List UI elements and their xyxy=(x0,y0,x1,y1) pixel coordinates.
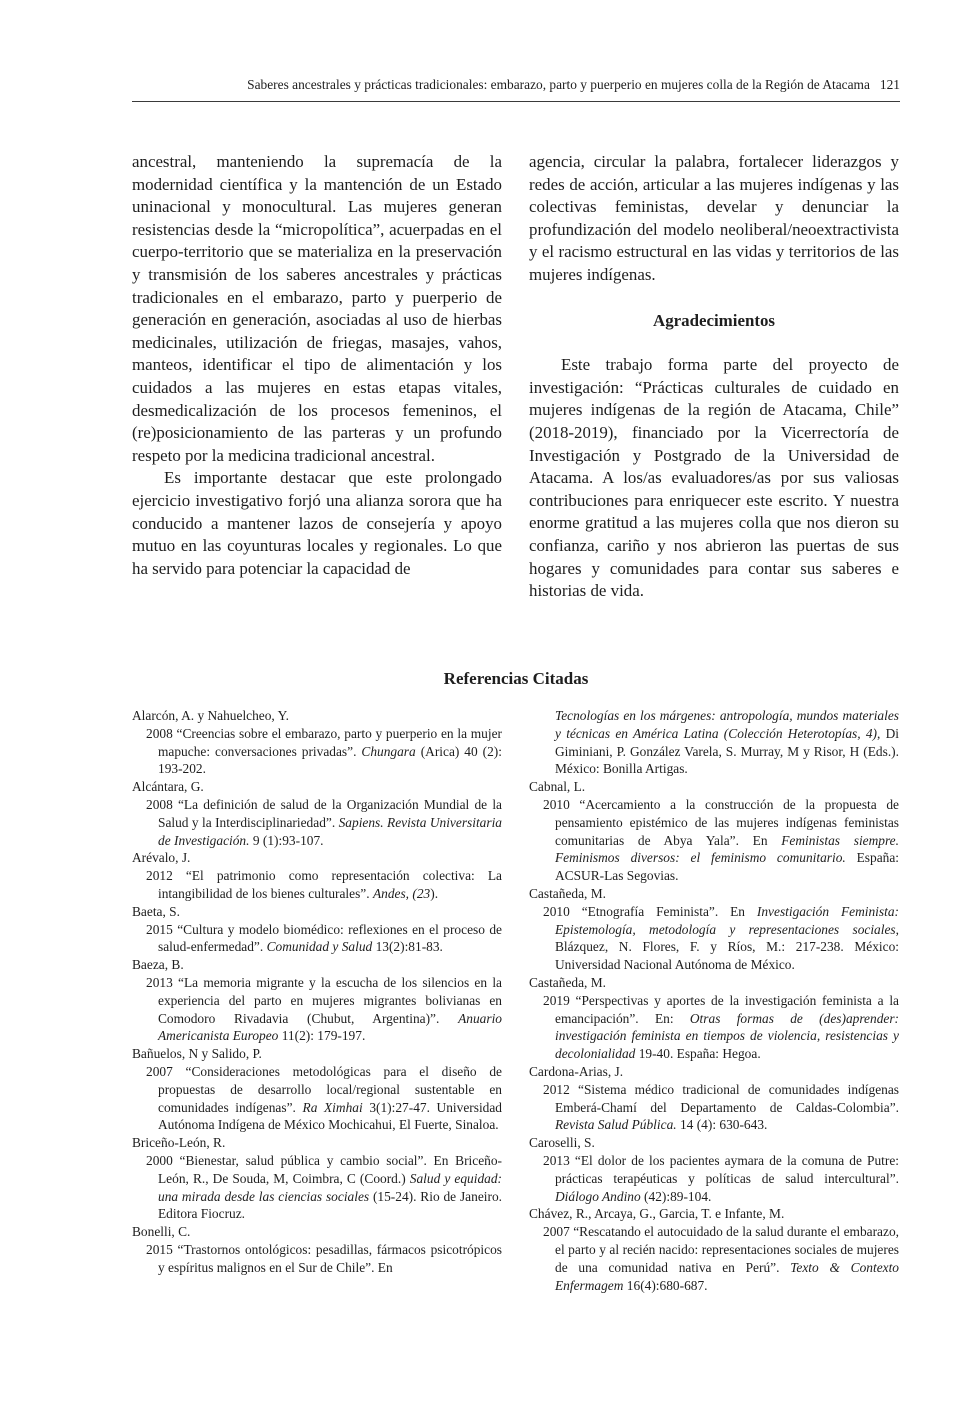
reference-source: Feministas siempre. Feminismos diversos: el feminismo comunitario. xyxy=(555,832,899,866)
reference-entry xyxy=(529,903,899,974)
reference-citation: 2010 “Acercamiento a la construcción de la propuesta de pensamiento epistémico de las mujeres indígenas feministas comunitarias de Abya Yala”. En xyxy=(543,796,899,848)
reference-author: Castañeda, M. xyxy=(529,885,606,901)
reference-author: Alarcón, A. y Nahuelcheo, Y. xyxy=(132,708,289,723)
reference-entry xyxy=(132,867,502,903)
reference-author: Chávez, R., Arcaya, G., Garcia, T. e Infante, M. xyxy=(529,1206,785,1222)
reference-details: 19-40. España: Hegoa. xyxy=(638,1046,761,1062)
reference-citation: 2008 “Creencias sobre el embarazo, parto y puerperio en la mujer mapuche: conversaciones privadas”. xyxy=(146,725,502,759)
reference-details: , Di Giminiani, P. González Varela, S. Murray, M y Risor, H (Eds.). México: Bonilla Artigas. xyxy=(555,725,899,777)
reference-entry xyxy=(529,1223,899,1294)
reference-citation: 2010 “Etnografía Feminista”. En xyxy=(543,903,745,919)
reference-details: 3(1):27-47. Universidad Autónoma Indígena de México Mochicahui, El Fuerte, Sinaloa. xyxy=(158,1099,502,1133)
reference-author: Baeza, B. xyxy=(132,957,184,973)
reference-entry xyxy=(529,992,899,1063)
reference-details: 14 (4): 630-643. xyxy=(679,1117,768,1133)
reference-entry xyxy=(132,1241,502,1277)
reference-citation: 2019 “Perspectivas y aportes de la investigación feminista a la emancipación”. En: xyxy=(543,992,899,1026)
references-column-right xyxy=(529,707,899,1294)
body-paragraph: ancestral, manteniendo la supremacía de la modernidad científica y la mantención de un Estado uninacional y monocultural. Las mujeres generan resistencias desde la “micropolítica”, acuerpadas en el cuerpo-territorio que se materializa en la preservación y transmisión de los saberes ancestrales y prácticas tradicionales en el embarazo, parto y puerperio de generación en generación, asociadas al uso de hierbas medicinales, utilización de friegas, masajes, vahos, manteos, identificar el tipo de alimentación y los cuidados a las mujeres en estas etapas vitales, desmedicalización de los procesos femeninos, el (re)posicionamiento de las parteras y un profundo respeto por la medicina tradicional ancestral. xyxy=(132,152,502,465)
page-number: 121 xyxy=(879,77,900,92)
header-title: Saberes ancestrales y prácticas tradicionales: embarazo, parto y puerperio en mujeres colla de la Región de Atacama xyxy=(247,77,870,92)
reference-source: Diálogo Andino xyxy=(555,1188,641,1204)
reference-entry xyxy=(132,725,502,778)
reference-source: Anuario Americanista Europeo xyxy=(158,1010,502,1044)
reference-source: Ra Ximhai xyxy=(302,1099,363,1115)
reference-entry xyxy=(132,796,502,849)
reference-citation: 2000 “Bienestar, salud pública y cambio social”. En Briceño-León, R., De Souda, M, Coimbra, C (Coord.) xyxy=(146,1152,502,1186)
reference-source: Salud y equidad: una mirada desde las ciencias sociales xyxy=(158,1170,502,1204)
reference-author: Baeta, S. xyxy=(132,903,180,919)
reference-author: Arévalo, J. xyxy=(132,850,191,866)
body-column-right xyxy=(529,151,899,603)
reference-citation: 2012 “El patrimonio como representación colectiva: La intangibilidad de los bienes culturales”. xyxy=(146,868,502,901)
reference-source: Chungara xyxy=(361,743,416,759)
references-heading: Referencias Citadas xyxy=(443,669,589,688)
reference-entry xyxy=(529,1152,899,1205)
reference-details: (42):89-104. xyxy=(644,1188,712,1204)
body-paragraph: agencia, circular la palabra, fortalecer liderazgos y redes de acción, articular a las mujeres indígenas y las colectivas feministas, develar y denunciar la profundización del modelo neoliberal/neoextractivista y el racismo estructural en las vidas y territorios de las mujeres indígenas. xyxy=(529,152,899,284)
reference-citation: 2007 “Consideraciones metodológicas para el diseño de propuestas de desarrollo local/regional sustentable en comunidades indígenas”. xyxy=(146,1063,502,1115)
reference-author: Briceño-León, R. xyxy=(132,1135,226,1151)
reference-details: ). xyxy=(430,885,439,901)
reference-details: 16(4):680-687. xyxy=(626,1277,708,1293)
reference-details: (15-24). Rio de Janeiro. Editora Fiocruz. xyxy=(158,1188,502,1222)
references-column-left xyxy=(132,707,502,1277)
reference-details: España: ACSUR-Las Segovias. xyxy=(555,850,899,884)
reference-entry xyxy=(132,974,502,1045)
reference-author: Cabnal, L. xyxy=(529,779,586,795)
reference-source: Andes, (23 xyxy=(372,885,431,901)
reference-entry xyxy=(132,1063,502,1134)
reference-author: Caroselli, S. xyxy=(529,1135,595,1151)
reference-details: 11(2): 179-197. xyxy=(281,1028,366,1044)
reference-source: Revista Salud Pública. xyxy=(555,1117,677,1133)
reference-author: Alcántara, G. xyxy=(132,779,204,795)
reference-author: Cardona-Arias, J. xyxy=(529,1063,624,1079)
reference-citation: 2008 “La definición de salud de la Organización Mundial de la Salud y la Interdisciplinariedad”. xyxy=(146,796,502,830)
reference-details: , Blázquez, N. Flores, F. y Ríos, M.: 217-238. México: Universidad Nacional Autónoma de México. xyxy=(555,921,899,973)
reference-citation: 2013 “La memoria migrante y la escucha de los silencios en la experiencia del parto en mujeres migrantes bolivianas en Comodoro Rivadavia (Chubut, Argentina)”. xyxy=(146,974,502,1026)
reference-author: Castañeda, M. xyxy=(529,974,606,990)
reference-entry xyxy=(529,1081,899,1134)
reference-citation: 2015 “Trastornos ontológicos: pesadillas, fármacos psicotrópicos y espíritus malignos en el Sur de Chile”. En xyxy=(146,1241,502,1275)
reference-details: 9 (1):93-107. xyxy=(252,832,324,848)
running-header xyxy=(132,76,900,94)
reference-source: Comunidad y Salud xyxy=(266,939,373,955)
header-rule xyxy=(132,101,900,102)
reference-citation: 2012 “Sistema médico tradicional de comunidades indígenas Emberá-Chamí del Departamento de Caldas-Colombia”. xyxy=(543,1081,899,1115)
reference-entry xyxy=(529,796,899,885)
reference-continuation xyxy=(529,707,899,778)
acknowledgements-text: Este trabajo forma parte del proyecto de investigación: “Prácticas culturales de cuidado en mujeres indígenas de la región de Atacama, Chile” (2018-2019), financiado por la Vicerrectoría de Investigación y Postgrado de la Universidad de Atacama. A los/as evaluadores/as por sus valiosas contribuciones para enriquecer este escrito. Y nuestra enorme gratitud a las mujeres colla que nos dieron su confianza, cariño y nos abrieron las puertas de sus hogares y comunidades para contar sus saberes e historias de vida. xyxy=(529,355,899,601)
reference-source: Otras formas de (des)aprender: investigación feminista en tiempos de violencia, resistencias y decolonialidad xyxy=(555,1010,900,1062)
reference-entry xyxy=(132,921,502,957)
reference-source: Sapiens. Revista Universitaria de Investigación. xyxy=(158,814,502,848)
reference-source: Texto & Contexto Enfermagem xyxy=(555,1259,899,1293)
reference-author: Bonelli, C. xyxy=(132,1224,191,1240)
reference-citation: 2007 “Rescatando el autocuidado de la salud durante el embarazo, el parto y al recién nacido: representaciones sociales de mujeres de una comunidad nativa en Perú”. xyxy=(543,1224,899,1275)
body-paragraph: Es importante destacar que este prolongado ejercicio investigativo forjó una alianza sorora que ha conducido a mantener lazos de consejería y apoyo mutuo en las coyunturas locales y regionales. Lo que ha servido para potenciar la capacidad de xyxy=(132,468,502,578)
reference-source: Tecnologías en los márgenes: antropología, mundos materiales y técnicas en América Latina (Colección Heterotopías, 4) xyxy=(555,708,899,741)
reference-author: Bañuelos, N y Salido, P. xyxy=(132,1046,262,1062)
reference-details: 13(2):81-83. xyxy=(375,939,443,955)
reference-citation: 2015 “Cultura y modelo biomédico: reflexiones en el proceso de salud-enfermedad”. xyxy=(146,921,502,955)
reference-citation: 2013 “El dolor de los pacientes aymara de la comuna de Putre: prácticas terapéuticas y políticas de salud intercultural”. xyxy=(543,1152,899,1186)
reference-entry xyxy=(132,1152,502,1223)
reference-source: Investigación Feminista: Epistemología, metodología y representaciones sociales xyxy=(555,903,899,937)
reference-details: (Arica) 40 (2): 193-202. xyxy=(158,743,502,777)
body-column-left xyxy=(132,151,502,580)
acknowledgements-heading: Agradecimientos xyxy=(653,310,775,330)
